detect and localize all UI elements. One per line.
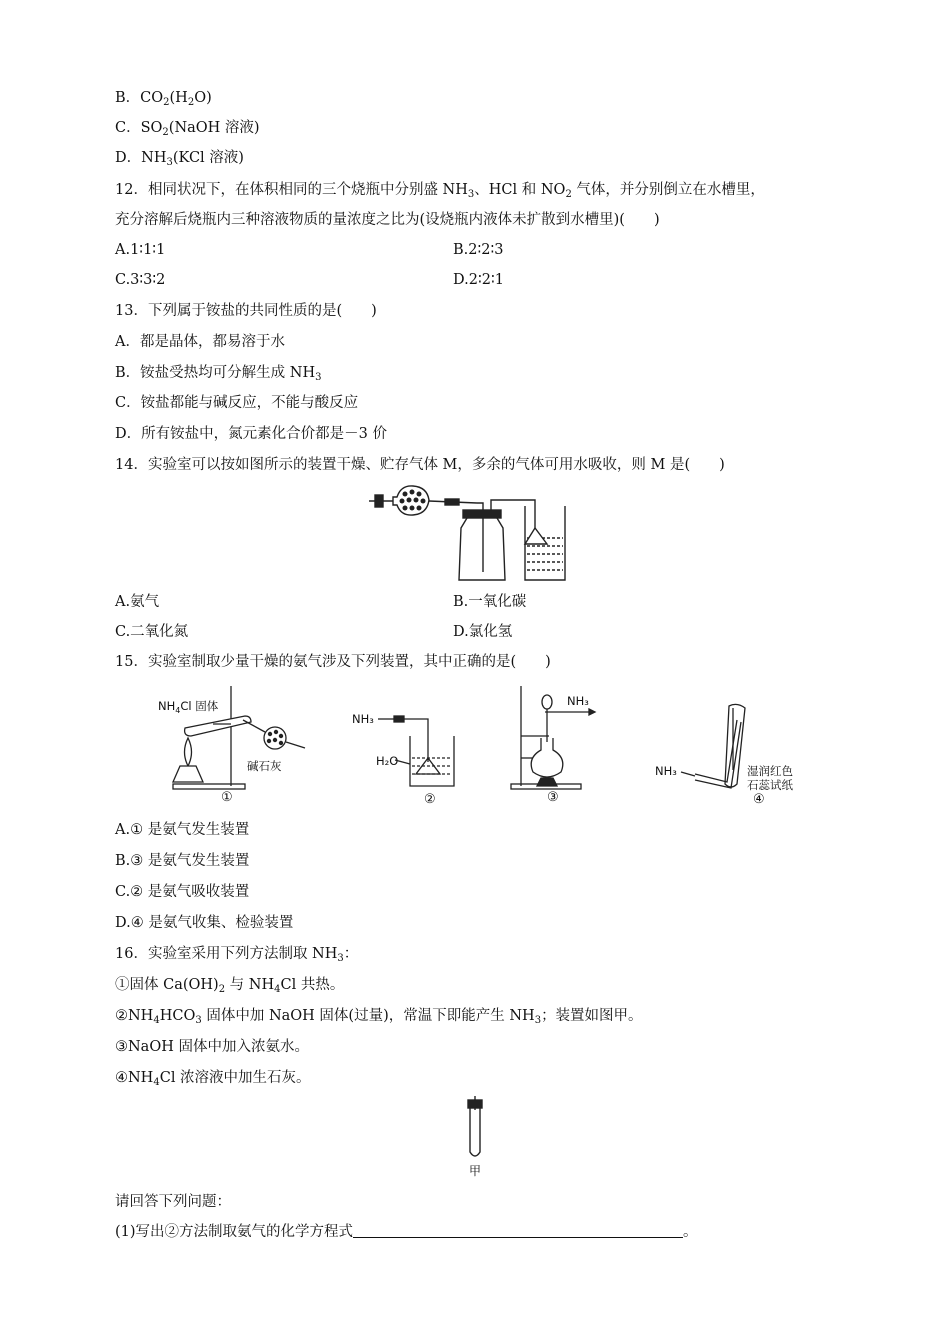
fig3-nh3-label: NH₃ (567, 694, 589, 708)
q13-option-b: B．铵盐受热均可分解生成 $NH_3$ (115, 365, 322, 383)
q15-figure-4 (655, 700, 815, 810)
fig2-number: ② (424, 792, 436, 807)
fig4-number: ④ (753, 792, 765, 807)
q12-option-a: A.1∶1∶1 (115, 242, 166, 258)
fig1-nh4cl-label: $NH_4Cl$ 固体 (158, 699, 219, 715)
q15-option-d: D.④ 是氨气收集、检验装置 (115, 915, 294, 931)
q16-method-1: ①固体 $Ca(OH)_2$ 与 $NH_4Cl$ 共热。 (115, 977, 345, 995)
q12-stem-line1: 12．相同状况下，在体积相同的三个烧瓶中分别盛 $NH_3$、HCl 和 $NO_2$ 气体，并分别倒立在水槽里， (115, 182, 765, 200)
fig4-paper-label: 湿润红色 石蕊试纸 (747, 764, 793, 792)
q16-sub-question-1: (1)写出②方法制取氨气的化学方程式 。 (115, 1224, 698, 1240)
test-tube-icon (460, 1096, 490, 1162)
q11-option-b: B．$CO_2(H_2O)$ (115, 90, 212, 108)
fig1-number: ① (221, 790, 233, 805)
q12-option-b: B.2∶2∶3 (453, 242, 504, 258)
q16-method-3: ③NaOH 固体中加入浓氨水。 (115, 1039, 309, 1055)
q15-figure-2 (350, 700, 490, 812)
q14-stem: 14．实验室可以按如图所示的装置干燥、贮存气体 M，多余的气体可用水吸收，则 M 是( ) (115, 457, 725, 473)
q13-stem: 13．下列属于铵盐的共同性质的是( ) (115, 303, 377, 319)
q12-option-c: C.3∶3∶2 (115, 272, 166, 288)
q16-stem: 16．实验室采用下列方法制取 $NH_3$： (115, 946, 359, 964)
q15-figure-1 (155, 680, 315, 810)
q15-figure-3 (505, 682, 605, 810)
q15-option-b: B.③ 是氨气发生装置 (115, 853, 250, 869)
q11-option-c: C．$SO_2(NaOH$ 溶液) (115, 120, 260, 138)
q16-method-2: $②NH_4HCO_3$ 固体中加 NaOH 固体(过量)，常温下即能产生 $NH_3$；装置如图甲。 (115, 1008, 643, 1026)
q14-option-a: A.氨气 (115, 594, 160, 610)
fig4-nh3-label: NH₃ (655, 764, 677, 778)
fig2-h2o-label: H₂O (376, 754, 399, 768)
q13-option-a: A．都是晶体，都易溶于水 (115, 334, 285, 350)
q12-stem-line2: 充分溶解后烧瓶内三种溶液物质的量浓度之比为(设烧瓶内液体未扩散到水槽里)( ) (115, 212, 660, 228)
q14-apparatus-figure (365, 480, 585, 585)
q15-option-c: C.② 是氨气吸收装置 (115, 884, 250, 900)
fig1-apparatus (155, 680, 315, 792)
q13-option-c: C．铵盐都能与碱反应，不能与酸反应 (115, 395, 359, 411)
q14-option-c: C.二氧化氮 (115, 624, 189, 640)
q16-prompt: 请回答下列问题： (115, 1194, 231, 1210)
fig1-lime-label: 碱石灰 (247, 759, 282, 773)
q13-option-d: D．所有铵盐中，氮元素化合价都是－3 价 (115, 426, 387, 442)
q16-method-4: $④NH_4Cl$ 浓溶液中加生石灰。 (115, 1070, 311, 1088)
fig3-apparatus (505, 682, 605, 794)
answer-blank[interactable] (353, 1223, 683, 1238)
fig2-nh3-label: NH₃ (352, 712, 374, 726)
fig3-number: ③ (547, 790, 559, 805)
q14-option-b: B.一氧化碳 (453, 594, 527, 610)
fig2-apparatus (350, 700, 490, 792)
q15-option-a: A.① 是氨气发生装置 (115, 822, 250, 838)
q16-figure-jia (460, 1096, 490, 1180)
q14-option-d: D.氯化氢 (453, 624, 513, 640)
fig-jia-label: 甲 (469, 1164, 482, 1178)
q11-option-d: D．$NH_3(KCl$ 溶液) (115, 150, 244, 168)
q12-option-d: D.2∶2∶1 (453, 272, 504, 288)
q15-stem: 15．实验室制取少量干燥的氨气涉及下列装置，其中正确的是( ) (115, 654, 551, 670)
